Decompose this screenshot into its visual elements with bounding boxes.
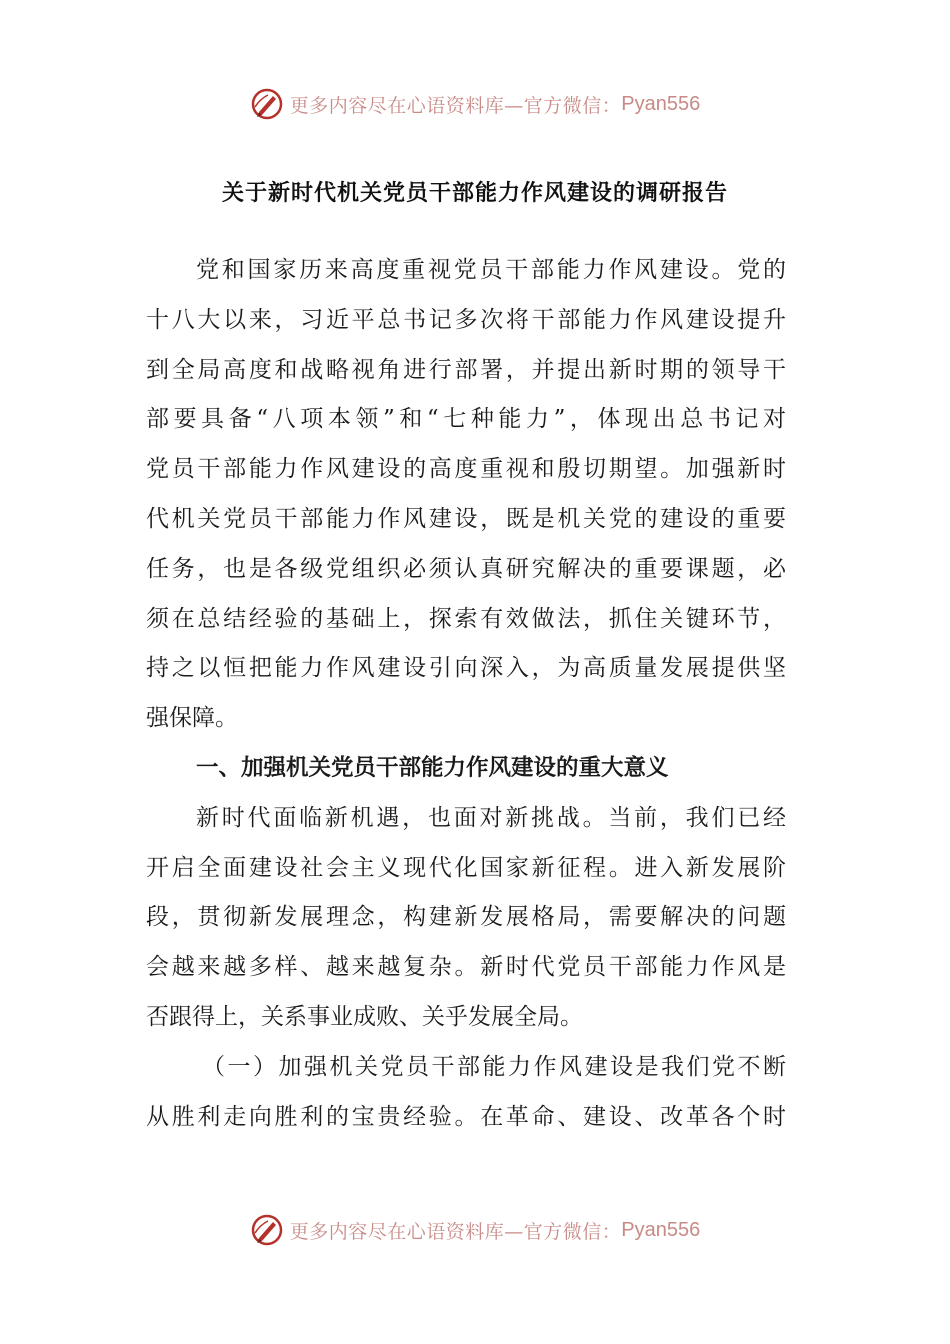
pen-logo-icon xyxy=(250,1213,284,1247)
paragraph-line: （一）加强机关党员干部能力作风建设是我们党不断 xyxy=(202,1053,786,1080)
watermark-id: Pyan556 xyxy=(621,92,701,115)
paragraph-line: 代机关党员干部能力作风建设，既是机关党的建设的重要 xyxy=(146,505,786,532)
paragraph-line: 否跟得上，关系事业成败、关乎发展全局。 xyxy=(146,1003,583,1030)
paragraph-line: 强保障。 xyxy=(146,705,238,732)
paragraph-line: 须在总结经验的基础上，探索有效做法，抓住关键环节， xyxy=(146,605,786,632)
paragraph-line: 任务，也是各级党组织必须认真研究解决的重要课题，必 xyxy=(146,555,786,582)
paragraph-line: 党员干部能力作风建设的高度重视和殷切期望。加强新时 xyxy=(146,456,786,483)
watermark-text: 更多内容尽在心语资料库—官方微信： xyxy=(289,94,622,117)
pen-logo-icon xyxy=(250,87,284,121)
paragraph-line: 从胜利走向胜利的宝贵经验。在革命、建设、改革各个时 xyxy=(146,1103,786,1130)
paragraph-line: 持之以恒把能力作风建设引向深入，为高质量发展提供坚 xyxy=(146,655,786,682)
document-title: 关于新时代机关党员干部能力作风建设的调研报告 xyxy=(221,181,728,206)
paragraph-line: 到全局高度和战略视角进行部署，并提出新时期的领导干 xyxy=(146,356,786,383)
paragraph-line: 开启全面建设社会主义现代化国家新征程。进入新发展阶 xyxy=(146,854,786,881)
watermark-footer xyxy=(0,1208,950,1252)
paragraph-line: 部要具备“八项本领”和“七种能力”，体现出总书记对 xyxy=(146,406,786,433)
paragraph-line: 党和国家历来高度重视党员干部能力作风建设。党的 xyxy=(196,257,786,283)
section-heading: 一、加强机关党员干部能力作风建设的重大意义 xyxy=(196,754,669,781)
paragraph-line: 段，贯彻新发展理念，构建新发展格局，需要解决的问题 xyxy=(146,904,786,931)
paragraph-line: 新时代面临新机遇，也面对新挑战。当前，我们已经 xyxy=(196,804,786,831)
document-body xyxy=(146,246,786,1142)
watermark-header xyxy=(0,82,950,126)
paragraph-line: 会越来越多样、越来越复杂。新时代党员干部能力作风是 xyxy=(146,954,786,981)
watermark-text: 更多内容尽在心语资料库—官方微信： xyxy=(289,1220,622,1243)
paragraph-line: 十八大以来，习近平总书记多次将干部能力作风建设提升 xyxy=(146,306,786,333)
watermark-id: Pyan556 xyxy=(621,1218,701,1241)
